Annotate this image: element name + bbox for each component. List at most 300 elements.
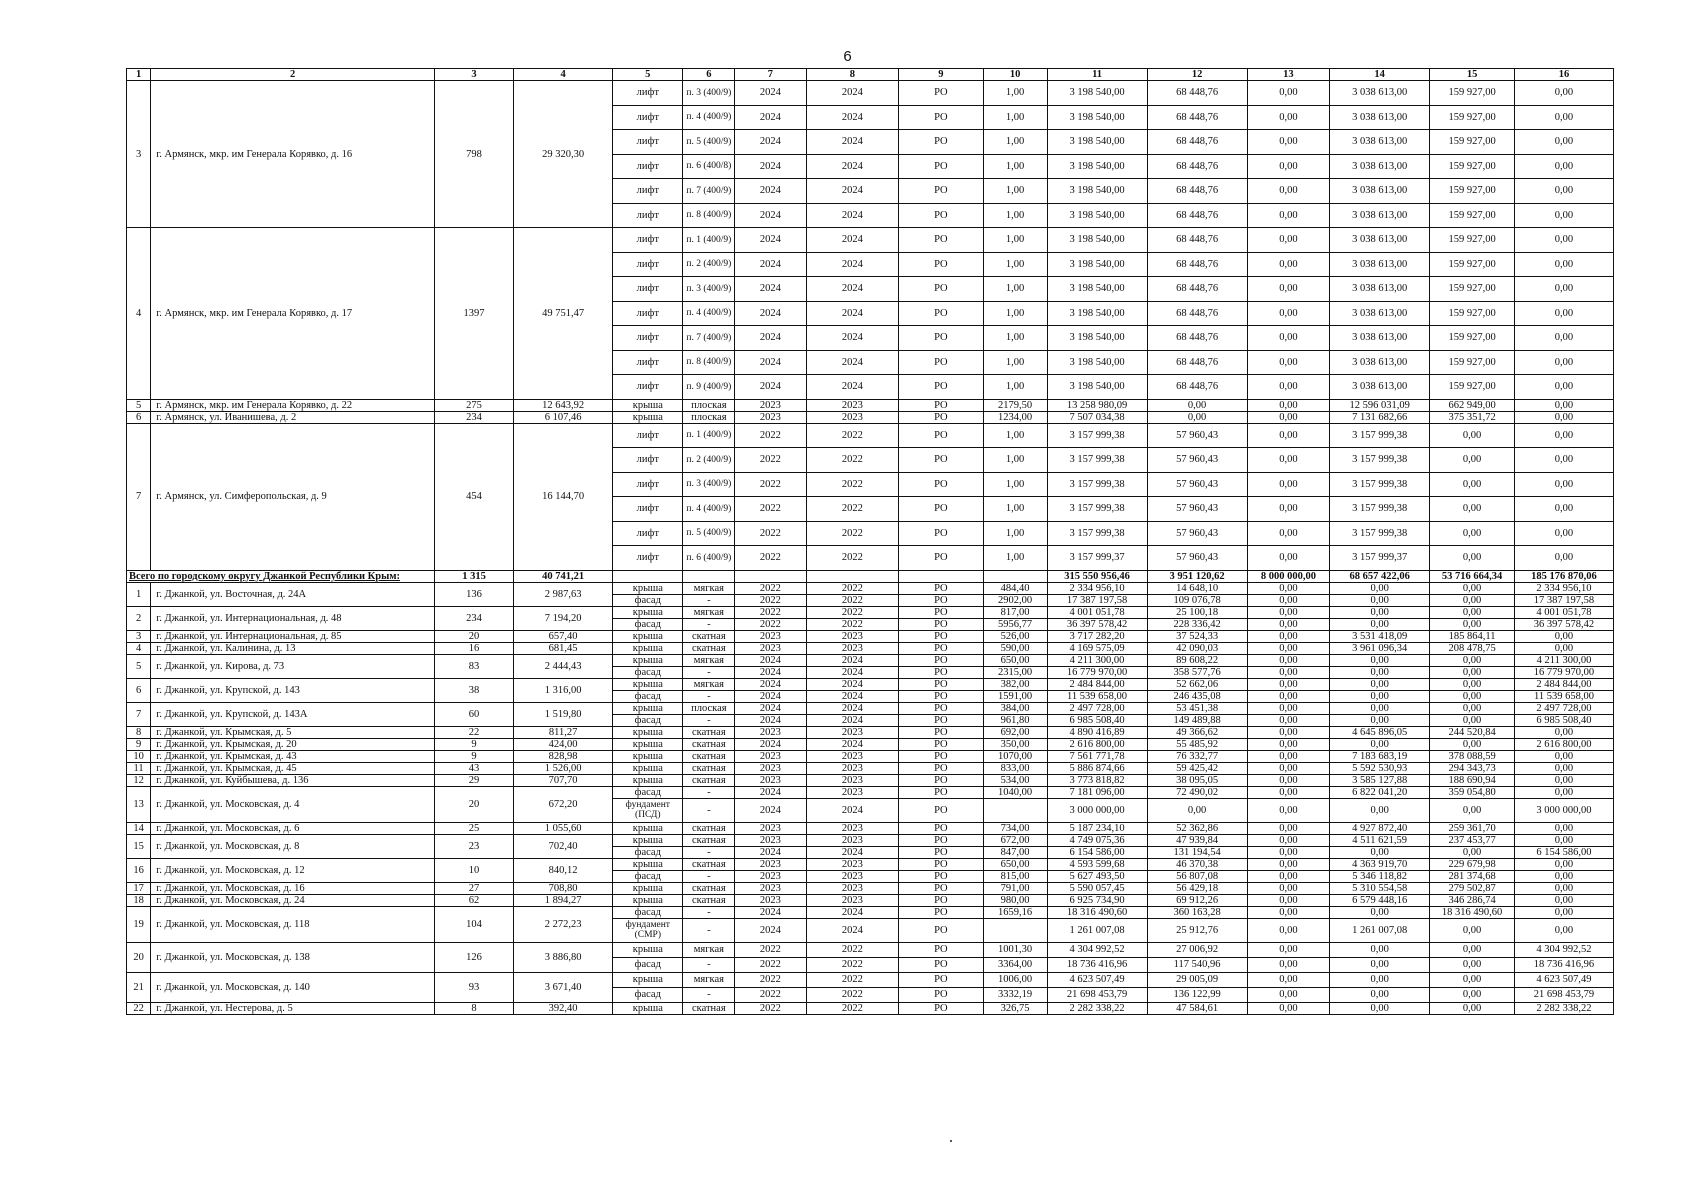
value-cell-col5: фасад: [613, 594, 683, 606]
value-cell-col5: лифт: [613, 130, 683, 155]
value-cell-col9: РО: [899, 105, 984, 130]
value-cell-col8: 2024: [806, 714, 898, 726]
row-number: 15: [127, 834, 151, 858]
value-cell-col6: скатная: [683, 774, 735, 786]
value-cell-col12: 25 100,18: [1147, 606, 1247, 618]
row-number: 3: [127, 630, 151, 642]
value-cell-col8: 2024: [806, 798, 898, 822]
value-cell-col14: 3 038 613,00: [1330, 252, 1430, 277]
value-cell-col12: 109 076,78: [1147, 594, 1247, 606]
value-cell-col15: 0,00: [1430, 987, 1515, 1002]
column-number-header: 6: [683, 69, 735, 81]
building-area: 657,40: [514, 630, 613, 642]
value-cell-col9: РО: [899, 690, 984, 702]
value-cell-col5: лифт: [613, 326, 683, 351]
empty-cell: [983, 570, 1047, 582]
value-cell-col15: 0,00: [1430, 972, 1515, 987]
apartments-count: 798: [434, 81, 513, 228]
building-area: 29 320,30: [514, 81, 613, 228]
value-cell-col10: 1659,16: [983, 906, 1047, 918]
value-cell-col14: 3 038 613,00: [1330, 105, 1430, 130]
value-cell-col11: 13 258 980,09: [1047, 399, 1147, 411]
value-cell-col9: РО: [899, 179, 984, 204]
building-area: 3 671,40: [514, 972, 613, 1002]
value-cell-col6: п. 1 (400/9): [683, 228, 735, 253]
value-cell-col10: 1,00: [983, 252, 1047, 277]
value-cell-col12: 76 332,77: [1147, 750, 1247, 762]
row-number: 5: [127, 399, 151, 411]
value-cell-col5: фундамент (СМР): [613, 918, 683, 942]
value-cell-col8: 2023: [806, 411, 898, 423]
value-cell-col8: 2024: [806, 179, 898, 204]
value-cell-col6: -: [683, 798, 735, 822]
apartments-count: 126: [434, 942, 513, 972]
value-cell-col13: 0,00: [1247, 606, 1329, 618]
value-cell-col9: РО: [899, 546, 984, 571]
value-cell-col10: 1,00: [983, 81, 1047, 106]
value-cell-col11: 1 261 007,08: [1047, 918, 1147, 942]
value-cell-col7: 2024: [735, 350, 806, 375]
value-cell-col12: 14 648,10: [1147, 582, 1247, 594]
value-cell-col10: 1070,00: [983, 750, 1047, 762]
value-cell-col10: 1,00: [983, 105, 1047, 130]
value-cell-col6: п. 4 (400/9): [683, 497, 735, 522]
value-cell-col16: 4 211 300,00: [1514, 654, 1613, 666]
value-cell-col5: крыша: [613, 762, 683, 774]
value-cell-col8: 2024: [806, 203, 898, 228]
value-cell-col16: 0,00: [1514, 252, 1613, 277]
value-cell-col14: 4 645 896,05: [1330, 726, 1430, 738]
value-cell-col6: -: [683, 870, 735, 882]
value-cell-col11: 2 334 956,10: [1047, 582, 1147, 594]
value-cell-col10: 650,00: [983, 858, 1047, 870]
value-cell-col15: 159 927,00: [1430, 228, 1515, 253]
value-cell-col8: 2023: [806, 882, 898, 894]
value-cell-col12: 47 584,61: [1147, 1002, 1247, 1014]
row-number: 9: [127, 738, 151, 750]
apartments-count: 62: [434, 894, 513, 906]
table-row: [127, 786, 1614, 798]
value-cell-col11: 7 507 034,38: [1047, 411, 1147, 423]
value-cell-col16: 18 736 416,96: [1514, 957, 1613, 972]
value-cell-col14: 3 038 613,00: [1330, 375, 1430, 400]
value-cell-col14: 5 310 554,58: [1330, 882, 1430, 894]
value-cell-col14: 3 038 613,00: [1330, 179, 1430, 204]
value-cell-col13: 0,00: [1247, 375, 1329, 400]
value-cell-col12: 72 490,02: [1147, 786, 1247, 798]
value-cell-col11: 6 925 734,90: [1047, 894, 1147, 906]
value-cell-col9: РО: [899, 582, 984, 594]
row-number: 14: [127, 822, 151, 834]
value-cell-col16: 0,00: [1514, 906, 1613, 918]
value-cell-col11: 3 198 540,00: [1047, 375, 1147, 400]
value-cell-col14: 0,00: [1330, 1002, 1430, 1014]
value-cell-col10: 1,00: [983, 179, 1047, 204]
total-apartments: 1 315: [434, 570, 513, 582]
value-cell-col13: 0,00: [1247, 678, 1329, 690]
empty-cell: [806, 570, 898, 582]
value-cell-col5: фасад: [613, 666, 683, 678]
value-cell-col6: -: [683, 690, 735, 702]
building-area: 2 272,23: [514, 906, 613, 942]
value-cell-col8: 2023: [806, 834, 898, 846]
table-row: [127, 942, 1614, 957]
value-cell-col16: 0,00: [1514, 822, 1613, 834]
row-number: 13: [127, 786, 151, 822]
value-cell-col10: [983, 798, 1047, 822]
value-cell-col11: 2 282 338,22: [1047, 1002, 1147, 1014]
value-cell-col9: РО: [899, 399, 984, 411]
value-cell-col9: РО: [899, 678, 984, 690]
value-cell-col8: 2024: [806, 690, 898, 702]
value-cell-col10: 791,00: [983, 882, 1047, 894]
value-cell-col15: 279 502,87: [1430, 882, 1515, 894]
value-cell-col13: 0,00: [1247, 654, 1329, 666]
value-cell-col15: 0,00: [1430, 546, 1515, 571]
value-cell-col10: 734,00: [983, 822, 1047, 834]
apartments-count: 9: [434, 750, 513, 762]
value-cell-col9: РО: [899, 228, 984, 253]
building-area: 707,70: [514, 774, 613, 786]
building-area: 3 886,80: [514, 942, 613, 972]
value-cell-col10: 326,75: [983, 1002, 1047, 1014]
value-cell-col9: РО: [899, 521, 984, 546]
value-cell-col15: 0,00: [1430, 497, 1515, 522]
building-address: г. Джанкой, ул. Московская, д. 24: [151, 894, 435, 906]
column-number-header: 1: [127, 69, 151, 81]
value-cell-col14: 3 038 613,00: [1330, 81, 1430, 106]
building-area: 811,27: [514, 726, 613, 738]
value-cell-col12: 68 448,76: [1147, 375, 1247, 400]
value-cell-col11: 4 211 300,00: [1047, 654, 1147, 666]
value-cell-col16: 0,00: [1514, 154, 1613, 179]
value-cell-col10: 484,40: [983, 582, 1047, 594]
building-address: г. Джанкой, ул. Калинина, д. 13: [151, 642, 435, 654]
value-cell-col7: 2022: [735, 618, 806, 630]
value-cell-col6: -: [683, 786, 735, 798]
value-cell-col10: 2315,00: [983, 666, 1047, 678]
value-cell-col9: РО: [899, 81, 984, 106]
value-cell-col15: 159 927,00: [1430, 350, 1515, 375]
value-cell-col6: п. 8 (400/9): [683, 203, 735, 228]
value-cell-col16: 0,00: [1514, 762, 1613, 774]
value-cell-col15: 229 679,98: [1430, 858, 1515, 870]
value-cell-col11: 3 157 999,37: [1047, 546, 1147, 571]
table-row: [127, 630, 1614, 642]
value-cell-col7: 2024: [735, 714, 806, 726]
value-cell-col12: 55 485,92: [1147, 738, 1247, 750]
table-row: [127, 642, 1614, 654]
capital-repair-table: [126, 68, 1614, 1015]
value-cell-col8: 2024: [806, 105, 898, 130]
value-cell-col5: крыша: [613, 834, 683, 846]
value-cell-col6: -: [683, 957, 735, 972]
value-cell-col13: 0,00: [1247, 228, 1329, 253]
value-cell-col9: РО: [899, 301, 984, 326]
value-cell-col8: 2024: [806, 906, 898, 918]
value-cell-col5: фасад: [613, 957, 683, 972]
building-address: г. Джанкой, ул. Московская, д. 16: [151, 882, 435, 894]
value-cell-col13: 0,00: [1247, 252, 1329, 277]
value-cell-col7: 2024: [735, 252, 806, 277]
value-cell-col8: 2022: [806, 448, 898, 473]
value-cell-col5: лифт: [613, 154, 683, 179]
building-address: г. Джанкой, ул. Крупской, д. 143: [151, 678, 435, 702]
value-cell-col8: 2024: [806, 375, 898, 400]
value-cell-col5: крыша: [613, 630, 683, 642]
value-cell-col10: 961,80: [983, 714, 1047, 726]
value-cell-col14: 3 038 613,00: [1330, 130, 1430, 155]
value-cell-col9: РО: [899, 894, 984, 906]
value-cell-col5: лифт: [613, 179, 683, 204]
value-cell-col16: 0,00: [1514, 630, 1613, 642]
value-cell-col14: 0,00: [1330, 906, 1430, 918]
value-cell-col9: РО: [899, 277, 984, 302]
value-cell-col15: 159 927,00: [1430, 130, 1515, 155]
apartments-count: 136: [434, 582, 513, 606]
value-cell-col15: 0,00: [1430, 942, 1515, 957]
value-cell-col6: п. 9 (400/9): [683, 375, 735, 400]
value-cell-col13: 0,00: [1247, 521, 1329, 546]
value-cell-col15: 159 927,00: [1430, 105, 1515, 130]
value-cell-col16: 0,00: [1514, 375, 1613, 400]
value-cell-col9: РО: [899, 630, 984, 642]
value-cell-col6: п. 6 (400/8): [683, 154, 735, 179]
value-cell-col9: РО: [899, 1002, 984, 1014]
value-cell-col16: 0,00: [1514, 726, 1613, 738]
value-cell-col11: 17 387 197,58: [1047, 594, 1147, 606]
value-cell-col12: 117 540,96: [1147, 957, 1247, 972]
value-cell-col6: п. 5 (400/9): [683, 130, 735, 155]
value-cell-col7: 2023: [735, 726, 806, 738]
value-cell-col11: 5 627 493,50: [1047, 870, 1147, 882]
value-cell-col7: 2023: [735, 750, 806, 762]
value-cell-col15: 281 374,68: [1430, 870, 1515, 882]
table-row: [127, 411, 1614, 423]
value-cell-col12: 68 448,76: [1147, 105, 1247, 130]
value-cell-col6: -: [683, 666, 735, 678]
value-cell-col12: 38 095,05: [1147, 774, 1247, 786]
value-cell-col13: 0,00: [1247, 154, 1329, 179]
value-cell-col9: РО: [899, 786, 984, 798]
building-address: г. Джанкой, ул. Куйбышева, д. 136: [151, 774, 435, 786]
value-cell-col13: 0,00: [1247, 1002, 1329, 1014]
value-cell-col10: 833,00: [983, 762, 1047, 774]
value-cell-col11: 11 539 658,00: [1047, 690, 1147, 702]
value-cell-col15: 0,00: [1430, 738, 1515, 750]
value-cell-col7: 2022: [735, 1002, 806, 1014]
apartments-count: 9: [434, 738, 513, 750]
row-number: 21: [127, 972, 151, 1002]
apartments-count: 22: [434, 726, 513, 738]
value-cell-col7: 2024: [735, 130, 806, 155]
column-number-header: 14: [1330, 69, 1430, 81]
column-number-header: 9: [899, 69, 984, 81]
value-cell-col15: 662 949,00: [1430, 399, 1515, 411]
value-cell-col16: 0,00: [1514, 642, 1613, 654]
value-cell-col6: плоская: [683, 702, 735, 714]
value-cell-col16: 6 985 508,40: [1514, 714, 1613, 726]
value-cell-col11: 18 316 490,60: [1047, 906, 1147, 918]
value-cell-col6: скатная: [683, 894, 735, 906]
value-cell-col8: 2023: [806, 894, 898, 906]
value-cell-col5: лифт: [613, 350, 683, 375]
value-cell-col16: 0,00: [1514, 521, 1613, 546]
row-number: 4: [127, 228, 151, 400]
value-cell-col5: фасад: [613, 906, 683, 918]
value-cell-col6: скатная: [683, 882, 735, 894]
value-cell-col7: 2022: [735, 594, 806, 606]
value-cell-col5: лифт: [613, 81, 683, 106]
value-cell-col8: 2022: [806, 582, 898, 594]
value-cell-col9: РО: [899, 154, 984, 179]
value-cell-col12: 52 362,86: [1147, 822, 1247, 834]
total-c15: 53 716 664,34: [1430, 570, 1515, 582]
apartments-count: 23: [434, 834, 513, 858]
value-cell-col7: 2024: [735, 105, 806, 130]
value-cell-col5: лифт: [613, 521, 683, 546]
value-cell-col7: 2023: [735, 411, 806, 423]
column-number-header: 7: [735, 69, 806, 81]
value-cell-col9: РО: [899, 774, 984, 786]
value-cell-col7: 2024: [735, 654, 806, 666]
value-cell-col16: 2 282 338,22: [1514, 1002, 1613, 1014]
value-cell-col14: 0,00: [1330, 654, 1430, 666]
total-row: [127, 570, 1614, 582]
value-cell-col12: 68 448,76: [1147, 179, 1247, 204]
value-cell-col12: 131 194,54: [1147, 846, 1247, 858]
value-cell-col5: крыша: [613, 642, 683, 654]
value-cell-col13: 0,00: [1247, 411, 1329, 423]
value-cell-col10: 1,00: [983, 277, 1047, 302]
value-cell-col13: 0,00: [1247, 130, 1329, 155]
value-cell-col9: РО: [899, 497, 984, 522]
value-cell-col13: 0,00: [1247, 957, 1329, 972]
value-cell-col9: РО: [899, 130, 984, 155]
value-cell-col8: 2022: [806, 987, 898, 1002]
value-cell-col7: 2024: [735, 203, 806, 228]
value-cell-col12: 49 366,62: [1147, 726, 1247, 738]
value-cell-col8: 2024: [806, 130, 898, 155]
value-cell-col12: 25 912,76: [1147, 918, 1247, 942]
value-cell-col7: 2023: [735, 399, 806, 411]
value-cell-col9: РО: [899, 834, 984, 846]
value-cell-col12: 29 005,09: [1147, 972, 1247, 987]
building-address: г. Джанкой, ул. Крупской, д. 143А: [151, 702, 435, 726]
value-cell-col7: 2024: [735, 154, 806, 179]
value-cell-col6: п. 4 (400/9): [683, 301, 735, 326]
column-number-header: 12: [1147, 69, 1247, 81]
value-cell-col8: 2022: [806, 942, 898, 957]
scan-speck: [950, 1140, 952, 1142]
value-cell-col6: скатная: [683, 726, 735, 738]
value-cell-col10: 1,00: [983, 472, 1047, 497]
value-cell-col7: 2024: [735, 301, 806, 326]
value-cell-col10: 1,00: [983, 130, 1047, 155]
total-label: Всего по городскому округу Джанкой Республики Крым:: [127, 570, 435, 582]
value-cell-col6: п. 8 (400/9): [683, 350, 735, 375]
value-cell-col12: 57 960,43: [1147, 472, 1247, 497]
value-cell-col5: крыша: [613, 942, 683, 957]
value-cell-col6: -: [683, 846, 735, 858]
value-cell-col8: 2022: [806, 1002, 898, 1014]
value-cell-col9: РО: [899, 762, 984, 774]
value-cell-col8: 2022: [806, 546, 898, 571]
building-address: г. Джанкой, ул. Крымская, д. 20: [151, 738, 435, 750]
building-area: 16 144,70: [514, 423, 613, 570]
value-cell-col11: 5 886 874,66: [1047, 762, 1147, 774]
value-cell-col5: фасад: [613, 786, 683, 798]
building-address: г. Армянск, ул. Иванишева, д. 2: [151, 411, 435, 423]
value-cell-col16: 0,00: [1514, 882, 1613, 894]
apartments-count: 275: [434, 399, 513, 411]
value-cell-col5: крыша: [613, 411, 683, 423]
building-address: г. Джанкой, ул. Московская, д. 4: [151, 786, 435, 822]
value-cell-col7: 2022: [735, 606, 806, 618]
value-cell-col16: 0,00: [1514, 448, 1613, 473]
value-cell-col14: 3 038 613,00: [1330, 301, 1430, 326]
value-cell-col6: мягкая: [683, 678, 735, 690]
value-cell-col7: 2023: [735, 762, 806, 774]
value-cell-col11: 4 593 599,68: [1047, 858, 1147, 870]
table-row: [127, 228, 1614, 253]
value-cell-col14: 3 038 613,00: [1330, 228, 1430, 253]
value-cell-col16: 0,00: [1514, 546, 1613, 571]
value-cell-col15: 0,00: [1430, 521, 1515, 546]
building-area: 12 643,92: [514, 399, 613, 411]
value-cell-col7: 2024: [735, 918, 806, 942]
value-cell-col7: 2024: [735, 277, 806, 302]
value-cell-col12: 68 448,76: [1147, 350, 1247, 375]
value-cell-col12: 56 429,18: [1147, 882, 1247, 894]
value-cell-col11: 5 590 057,45: [1047, 882, 1147, 894]
value-cell-col10: 1234,00: [983, 411, 1047, 423]
value-cell-col12: 136 122,99: [1147, 987, 1247, 1002]
value-cell-col8: 2023: [806, 726, 898, 738]
value-cell-col9: РО: [899, 750, 984, 762]
value-cell-col9: РО: [899, 942, 984, 957]
value-cell-col16: 0,00: [1514, 423, 1613, 448]
value-cell-col15: 208 478,75: [1430, 642, 1515, 654]
value-cell-col13: 0,00: [1247, 423, 1329, 448]
value-cell-col9: РО: [899, 448, 984, 473]
value-cell-col8: 2024: [806, 738, 898, 750]
table-row: [127, 834, 1614, 846]
value-cell-col6: мягкая: [683, 606, 735, 618]
value-cell-col15: 244 520,84: [1430, 726, 1515, 738]
column-number-header: 16: [1514, 69, 1613, 81]
row-number: 7: [127, 423, 151, 570]
apartments-count: 454: [434, 423, 513, 570]
value-cell-col7: 2024: [735, 786, 806, 798]
value-cell-col6: п. 3 (400/9): [683, 277, 735, 302]
value-cell-col14: 3 157 999,38: [1330, 423, 1430, 448]
value-cell-col16: 0,00: [1514, 326, 1613, 351]
value-cell-col7: 2023: [735, 870, 806, 882]
value-cell-col13: 0,00: [1247, 618, 1329, 630]
building-address: г. Джанкой, ул. Московская, д. 12: [151, 858, 435, 882]
value-cell-col14: 0,00: [1330, 957, 1430, 972]
table-row: [127, 822, 1614, 834]
value-cell-col5: лифт: [613, 472, 683, 497]
value-cell-col6: скатная: [683, 858, 735, 870]
value-cell-col8: 2024: [806, 326, 898, 351]
value-cell-col10: 384,00: [983, 702, 1047, 714]
value-cell-col12: 246 435,08: [1147, 690, 1247, 702]
value-cell-col7: 2022: [735, 521, 806, 546]
value-cell-col10: 590,00: [983, 642, 1047, 654]
table-row: [127, 606, 1614, 618]
